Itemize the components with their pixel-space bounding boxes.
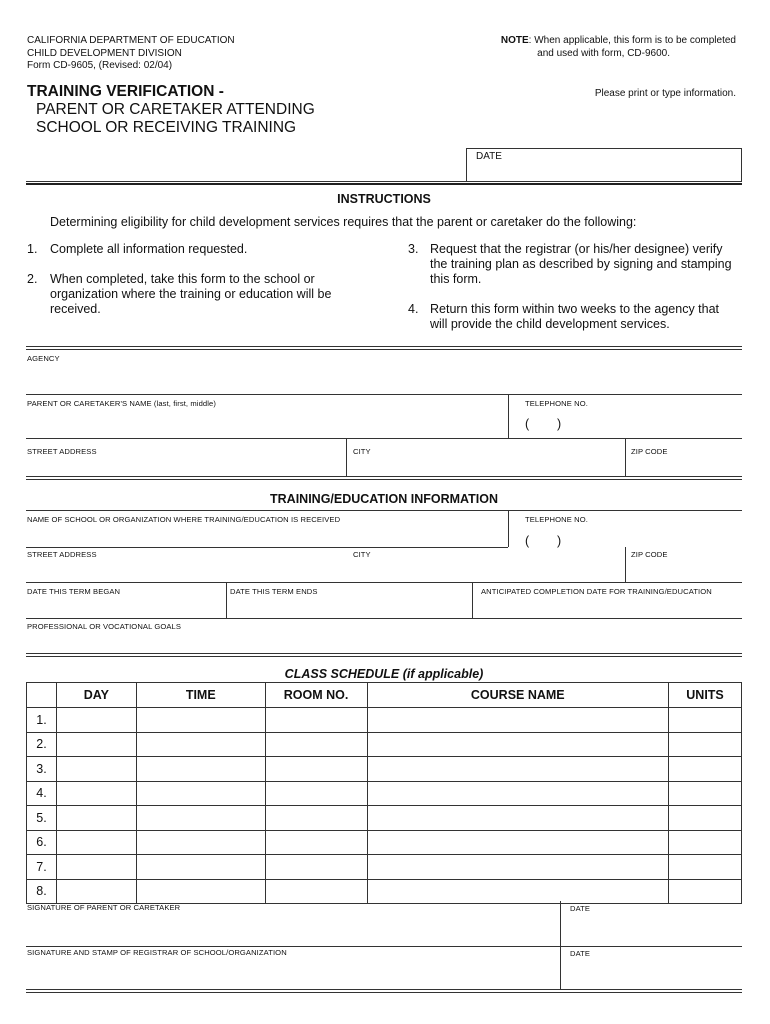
completion-date-field[interactable] xyxy=(473,583,742,618)
registrar-signature-date-field[interactable] xyxy=(561,947,742,989)
instruction-3-line-2: the training plan as described by signing and stamping xyxy=(430,257,732,271)
units-cell[interactable] xyxy=(669,830,742,855)
parent-zip-label: ZIP CODE xyxy=(631,447,668,456)
divider-thick xyxy=(26,183,742,185)
time-cell[interactable] xyxy=(136,806,265,831)
table-row xyxy=(27,830,742,855)
parent-street-field[interactable] xyxy=(26,439,346,476)
schedule-header-units: UNITS xyxy=(669,683,742,708)
divider xyxy=(26,653,742,654)
room-cell[interactable] xyxy=(265,879,367,904)
divider xyxy=(26,479,742,480)
term-ends-field[interactable] xyxy=(227,583,472,618)
instruction-4-line-1: Return this form within two weeks to the agency that xyxy=(430,302,720,316)
room-cell[interactable] xyxy=(265,830,367,855)
room-cell[interactable] xyxy=(265,781,367,806)
divider xyxy=(26,992,742,993)
note-text-1: : When applicable, this form is to be completed xyxy=(528,35,736,46)
instruction-3-line-3: this form. xyxy=(430,272,482,286)
goals-label: PROFESSIONAL OR VOCATIONAL GOALS xyxy=(27,622,181,631)
parent-telephone-label: TELEPHONE NO. xyxy=(525,399,588,408)
area-code-parens: ( ) xyxy=(525,534,562,548)
note-label: NOTE xyxy=(500,35,529,46)
schedule-header-course: COURSE NAME xyxy=(367,683,669,708)
registrar-signature-date-label: DATE xyxy=(570,949,591,958)
schedule-heading: CLASS SCHEDULE (if applicable) xyxy=(284,667,484,681)
parent-name-label: PARENT OR CARETAKER'S NAME (last, first, middle) xyxy=(27,399,216,408)
school-city-field[interactable] xyxy=(347,548,625,582)
goals-field[interactable] xyxy=(26,619,742,653)
parent-signature-date-label: DATE xyxy=(570,904,591,913)
day-cell[interactable] xyxy=(56,757,136,782)
form-number: Form CD-9605, (Revised: 02/04) xyxy=(27,60,173,71)
instructions-heading: INSTRUCTIONS xyxy=(337,192,431,206)
schedule-header-room: ROOM NO. xyxy=(265,683,367,708)
course-cell[interactable] xyxy=(367,879,669,904)
title-line-3: SCHOOL OR RECEIVING TRAINING xyxy=(36,119,297,136)
instruction-1-number: 1. xyxy=(27,242,38,256)
table-row xyxy=(27,781,742,806)
table-row xyxy=(27,855,742,880)
title-line-1: TRAINING VERIFICATION - xyxy=(27,83,224,100)
instruction-2-number: 2. xyxy=(27,272,38,286)
time-cell[interactable] xyxy=(136,855,265,880)
schedule-header-time: TIME xyxy=(136,683,265,708)
units-cell[interactable] xyxy=(669,806,742,831)
parent-street-label: STREET ADDRESS xyxy=(27,447,97,456)
units-cell[interactable] xyxy=(669,732,742,757)
room-cell[interactable] xyxy=(265,708,367,733)
schedule-header-row xyxy=(27,683,742,708)
instruction-1 xyxy=(27,242,248,257)
table-row xyxy=(27,879,742,904)
school-zip-field[interactable] xyxy=(626,548,742,582)
day-cell[interactable] xyxy=(56,732,136,757)
time-cell[interactable] xyxy=(136,781,265,806)
instruction-3 xyxy=(408,242,732,286)
instruction-2-line-3: received. xyxy=(50,302,101,316)
room-cell[interactable] xyxy=(265,806,367,831)
time-cell[interactable] xyxy=(136,757,265,782)
parent-signature-field[interactable] xyxy=(26,902,560,946)
note-text-2: and used with form, CD-9600. xyxy=(537,47,670,59)
registrar-signature-label: SIGNATURE AND STAMP OF REGISTRAR OF SCHOOL/ORGANIZATION xyxy=(27,948,287,957)
parent-city-field[interactable] xyxy=(347,439,625,476)
room-cell[interactable] xyxy=(265,732,367,757)
row-number: 5. xyxy=(27,806,57,831)
units-cell[interactable] xyxy=(669,781,742,806)
divider xyxy=(26,346,742,347)
form-title xyxy=(27,83,315,137)
registrar-signature-field[interactable] xyxy=(26,947,560,989)
schedule-header-number xyxy=(27,683,57,708)
day-cell[interactable] xyxy=(56,781,136,806)
instructions-intro: Determining eligibility for child development services requires that the parent or caretaker do the following: xyxy=(50,215,637,229)
time-cell[interactable] xyxy=(136,879,265,904)
instruction-4-line-2: will provide the child development services. xyxy=(430,317,670,331)
school-street-label: STREET ADDRESS xyxy=(27,550,97,559)
units-cell[interactable] xyxy=(669,855,742,880)
course-cell[interactable] xyxy=(367,830,669,855)
school-city-label: CITY xyxy=(353,550,371,559)
print-note: Please print or type information. xyxy=(594,88,736,99)
time-cell[interactable] xyxy=(136,830,265,855)
table-row xyxy=(27,757,742,782)
row-number: 6. xyxy=(27,830,57,855)
course-cell[interactable] xyxy=(367,732,669,757)
day-cell[interactable] xyxy=(56,806,136,831)
table-row xyxy=(27,732,742,757)
course-cell[interactable] xyxy=(367,806,669,831)
row-number: 7. xyxy=(27,855,57,880)
school-zip-label: ZIP CODE xyxy=(631,550,668,559)
parent-signature-label: SIGNATURE OF PARENT OR CARETAKER xyxy=(27,903,181,912)
units-cell[interactable] xyxy=(669,708,742,733)
time-cell[interactable] xyxy=(136,732,265,757)
units-cell[interactable] xyxy=(669,757,742,782)
instruction-2-line-1: When completed, take this form to the school or xyxy=(50,272,315,286)
completion-date-label: ANTICIPATED COMPLETION DATE FOR TRAINING/EDUCATION xyxy=(481,587,712,596)
instruction-3-number: 3. xyxy=(408,242,419,256)
school-telephone-field[interactable] xyxy=(509,511,742,547)
row-number: 4. xyxy=(27,781,57,806)
date-field[interactable] xyxy=(466,148,742,182)
parent-name-field[interactable] xyxy=(26,395,508,438)
day-cell[interactable] xyxy=(56,708,136,733)
parent-city-label: CITY xyxy=(353,447,371,456)
area-code-parens: ( ) xyxy=(525,417,562,431)
course-cell[interactable] xyxy=(367,855,669,880)
instruction-3-line-1: Request that the registrar (or his/her designee) verify xyxy=(430,242,723,256)
divider xyxy=(26,656,742,657)
instruction-2 xyxy=(27,272,332,316)
room-cell[interactable] xyxy=(265,855,367,880)
day-cell[interactable] xyxy=(56,830,136,855)
term-began-field[interactable] xyxy=(26,583,226,618)
row-number: 3. xyxy=(27,757,57,782)
day-cell[interactable] xyxy=(56,855,136,880)
agency-field[interactable] xyxy=(26,350,742,394)
title-line-2: PARENT OR CARETAKER ATTENDING xyxy=(36,101,315,118)
agency-label: AGENCY xyxy=(27,354,60,363)
parent-telephone-field[interactable] xyxy=(509,395,742,438)
school-street-field[interactable] xyxy=(26,548,346,582)
term-began-label: DATE THIS TERM BEGAN xyxy=(27,587,121,596)
form-header-left xyxy=(27,35,235,73)
instruction-4-number: 4. xyxy=(408,302,419,316)
divider xyxy=(26,181,742,182)
table-row xyxy=(27,708,742,733)
form-note xyxy=(478,35,736,60)
school-name-label: NAME OF SCHOOL OR ORGANIZATION WHERE TRAINING/EDUCATION IS RECEIVED xyxy=(27,515,341,524)
parent-zip-field[interactable] xyxy=(626,439,742,476)
row-number: 2. xyxy=(27,732,57,757)
time-cell[interactable] xyxy=(136,708,265,733)
schedule-header-day: DAY xyxy=(56,683,136,708)
course-cell[interactable] xyxy=(367,757,669,782)
course-cell[interactable] xyxy=(367,708,669,733)
date-label: DATE xyxy=(476,151,502,162)
instruction-4 xyxy=(408,302,720,331)
instruction-2-line-2: organization where the training or education will be xyxy=(50,287,332,301)
row-number: 8. xyxy=(27,879,57,904)
divider xyxy=(26,989,742,990)
instruction-1-text: Complete all information requested. xyxy=(50,242,248,256)
row-number: 1. xyxy=(27,708,57,733)
day-cell[interactable] xyxy=(56,879,136,904)
school-telephone-label: TELEPHONE NO. xyxy=(525,515,588,524)
department-name: CALIFORNIA DEPARTMENT OF EDUCATION xyxy=(27,35,235,46)
training-heading: TRAINING/EDUCATION INFORMATION xyxy=(270,492,498,506)
units-cell[interactable] xyxy=(669,879,742,904)
course-cell[interactable] xyxy=(367,781,669,806)
divider xyxy=(26,476,742,477)
class-schedule-table xyxy=(26,682,742,904)
room-cell[interactable] xyxy=(265,757,367,782)
table-row xyxy=(27,806,742,831)
division-name: CHILD DEVELOPMENT DIVISION xyxy=(27,47,182,59)
school-name-field[interactable] xyxy=(26,511,508,547)
term-ends-label: DATE THIS TERM ENDS xyxy=(230,587,318,596)
parent-signature-date-field[interactable] xyxy=(561,902,742,946)
